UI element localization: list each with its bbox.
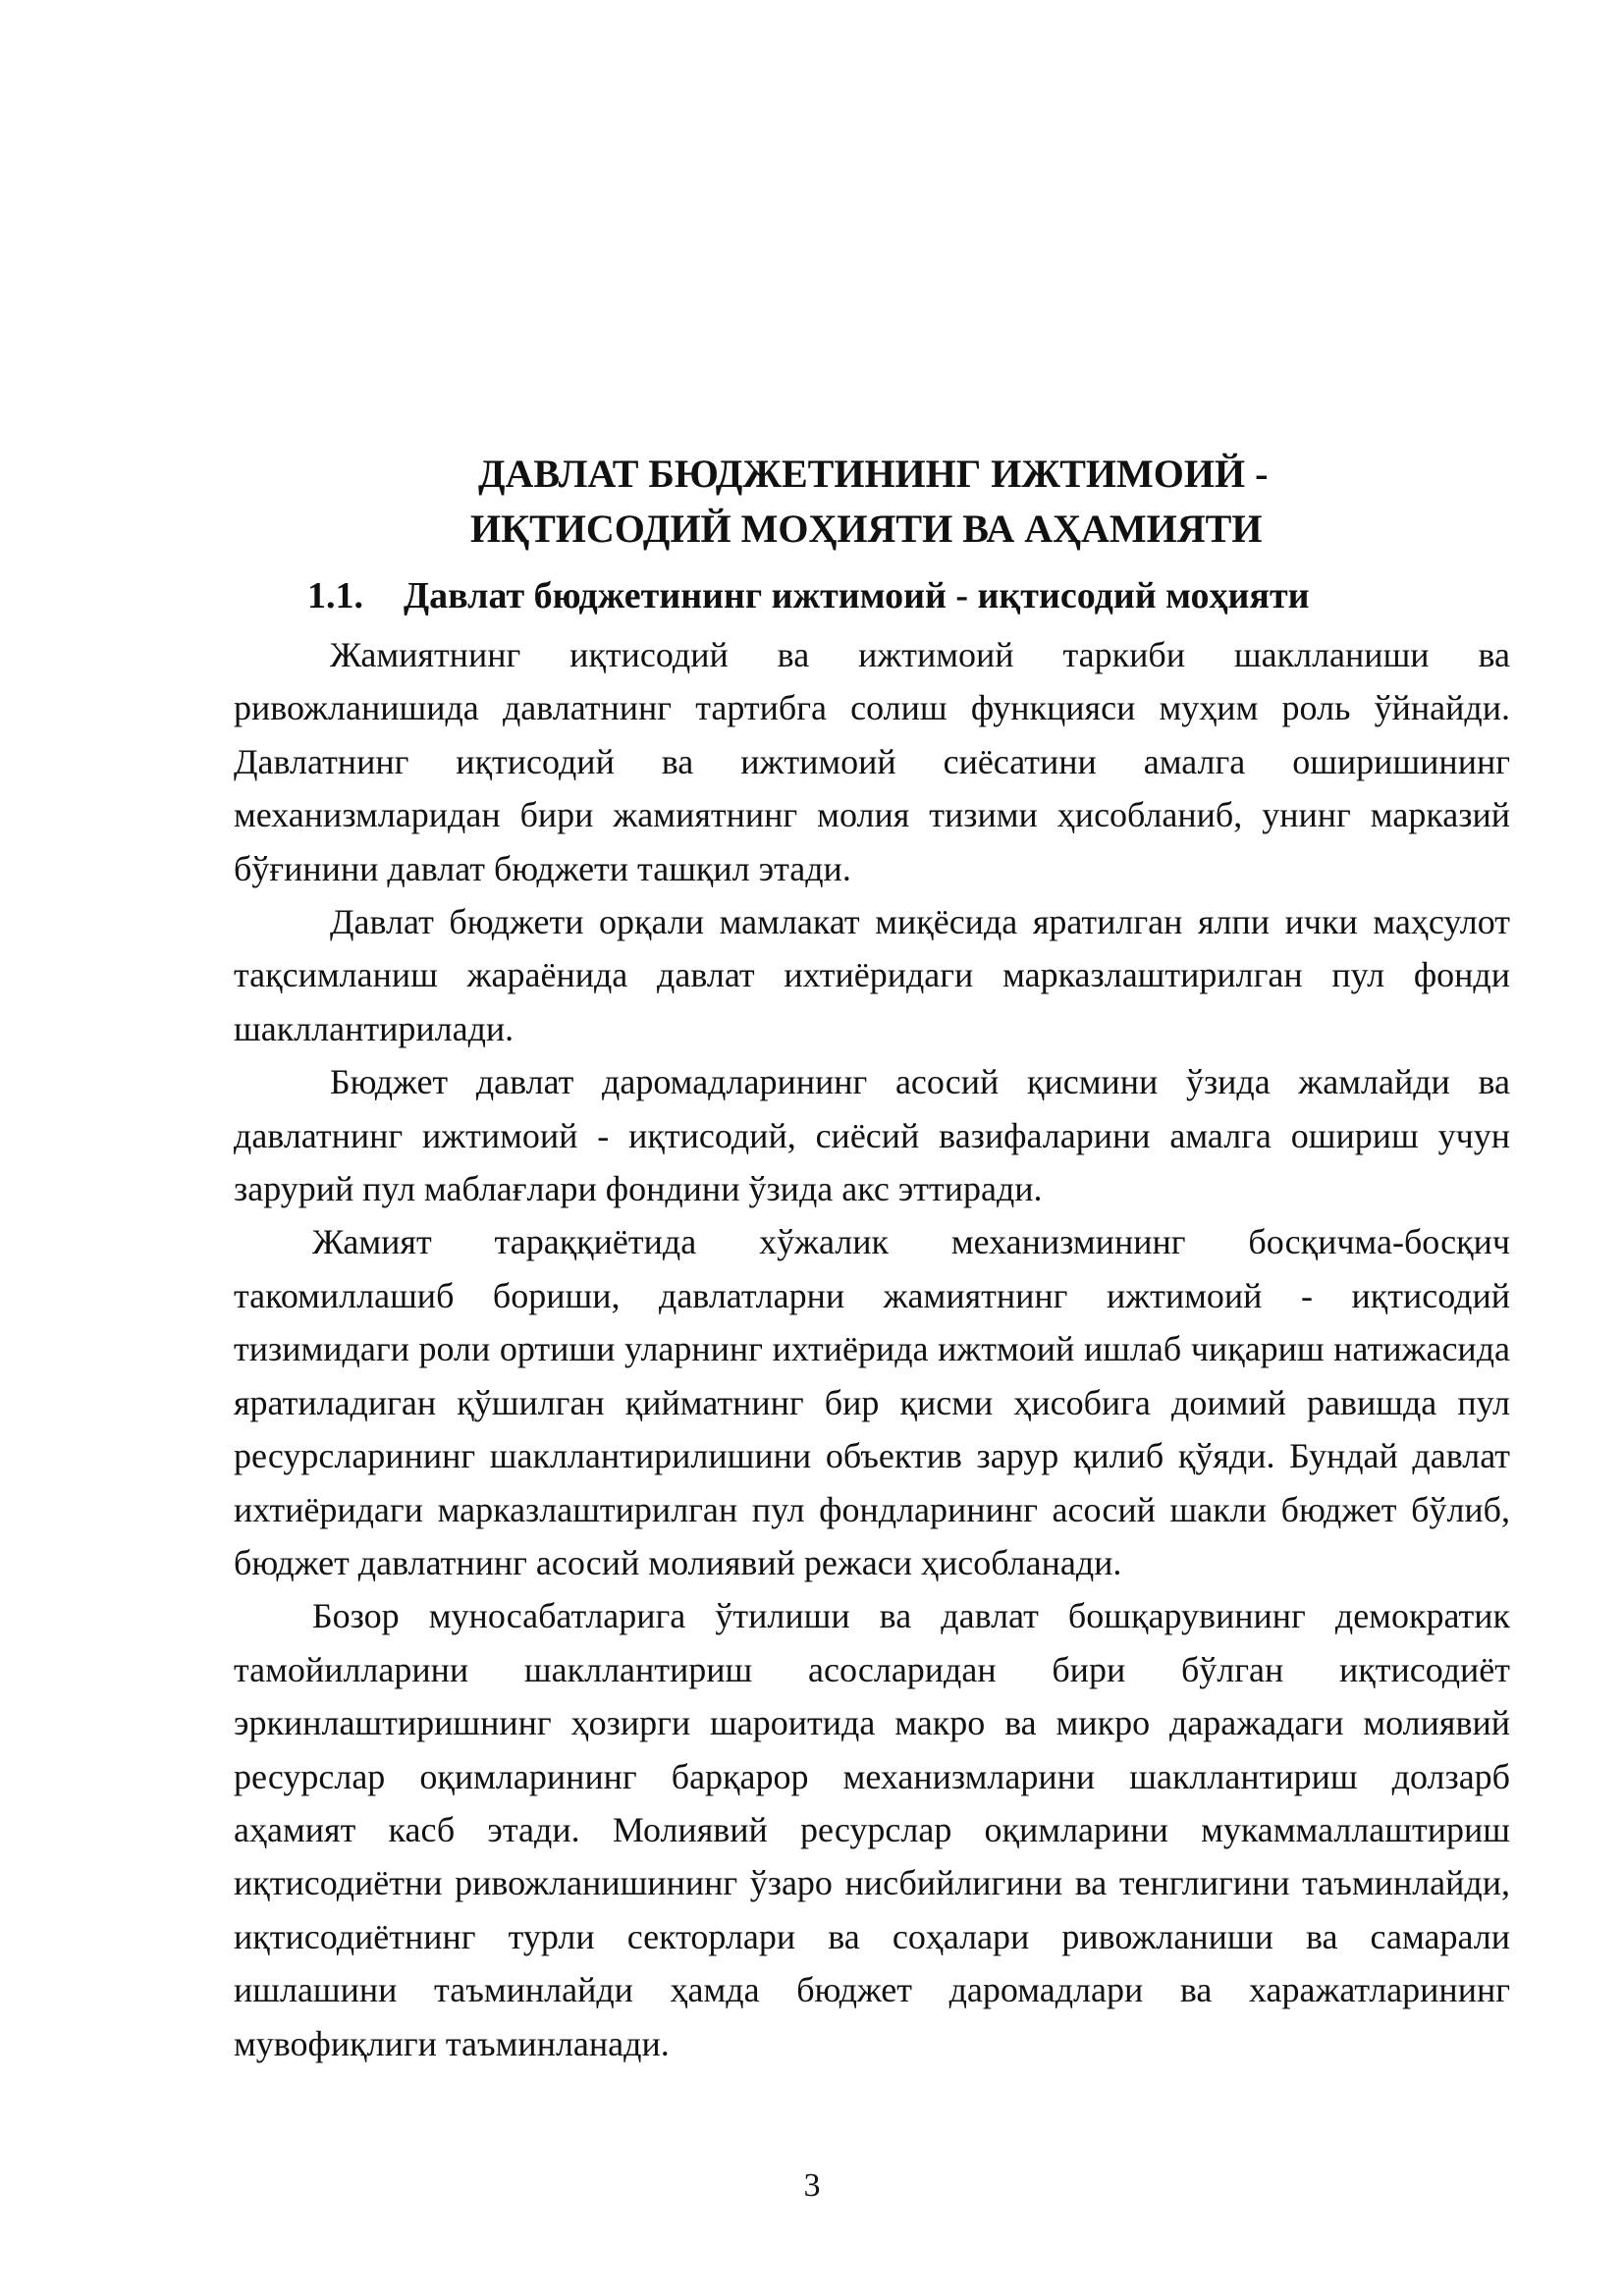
section-number: 1.1. (307, 575, 363, 616)
chapter-title-line-2: ИҚТИСОДИЙ МОҲИЯТИ ВА АҲАМИЯТИ (470, 507, 1263, 551)
section-title: Давлат бюджетининг ижтимоий - иқтисодий моҳияти (404, 575, 1310, 616)
paragraph: Давлат бюджети орқали мамлакат миқёсида яратилган ялпи ички маҳсулот тақсимланиш жараёнида давлат ихтиёридаги марказлаштирилган пул фонди шакллантирилади. (234, 902, 1510, 1048)
section-heading (307, 571, 1310, 620)
paragraph: Бюджет давлат даромадларининг асосий қисмини ўзида жамлайди ва давлатнинг ижтимоий - иқтисодий, сиёсий вазифаларини амалга ошириш учун зарурий пул маблағлари фондини ўзида акс эттиради. (234, 1062, 1510, 1209)
paragraph: Жамиятнинг иқтисодий ва ижтимоий таркиби шаклланиши ва ривожланишида давлатнинг тартибга солиш функцияси муҳим роль ўйнайди. Давлатнинг иқтисодий ва ижтимоий сиёсатини амалга оширишининг механизмларидан бири жамиятнинг молия тизими ҳисобланиб, унинг марказий бўғинини давлат бюджети ташқил этади. (234, 635, 1510, 888)
page-number: 3 (803, 2167, 821, 2204)
paragraph: Жамият тараққиётида хўжалик механизмининг босқичма-босқич такомиллашиб бориши, давлатларни жамиятнинг ижтимоий - иқтисодий тизимидаги роли ортиши уларнинг ихтиёрида ижтмоий ишлаб чиқариш натижасида яратиладиган қўшилган қийматнинг бир қисми ҳисобига доимий равишда пул ресурсларининг шакллантирилишини объектив зарур қилиб қўяди. Бундай давлат ихтиёридаги марказлаштирилган пул фондларининг асосий шакли бюджет бўлиб, бюджет давлатнинг асосий молиявий режаси ҳисобланади. (234, 1222, 1510, 1582)
chapter-title-line-1: ДАВЛАТ БЮДЖЕТИНИНГ ИЖТИМОИЙ - (478, 452, 1269, 496)
paragraph: Бозор муносабатларига ўтилиши ва давлат бошқарувининг демократик тамойилларини шакллантириш асосларидан бири бўлган иқтисодиёт эркинлаштиришнинг ҳозирги шароитида макро ва микро даражадаги молиявий ресурслар оқимларининг барқарор механизмларини шакллантириш долзарб аҳамият касб этади. Молиявий ресурслар оқимларини мукаммаллаштириш иқтисодиётни ривожланишининг ўзаро нисбийлигини ва тенглигини таъминлайди, иқтисодиётнинг турли секторлари ва соҳалари ривожланиши ва самарали ишлашини таъминлайди ҳамда бюджет даромадлари ва харажатларининг мувофиқлиги таъминланади. (234, 1596, 1510, 2063)
body-text (234, 628, 1510, 2070)
